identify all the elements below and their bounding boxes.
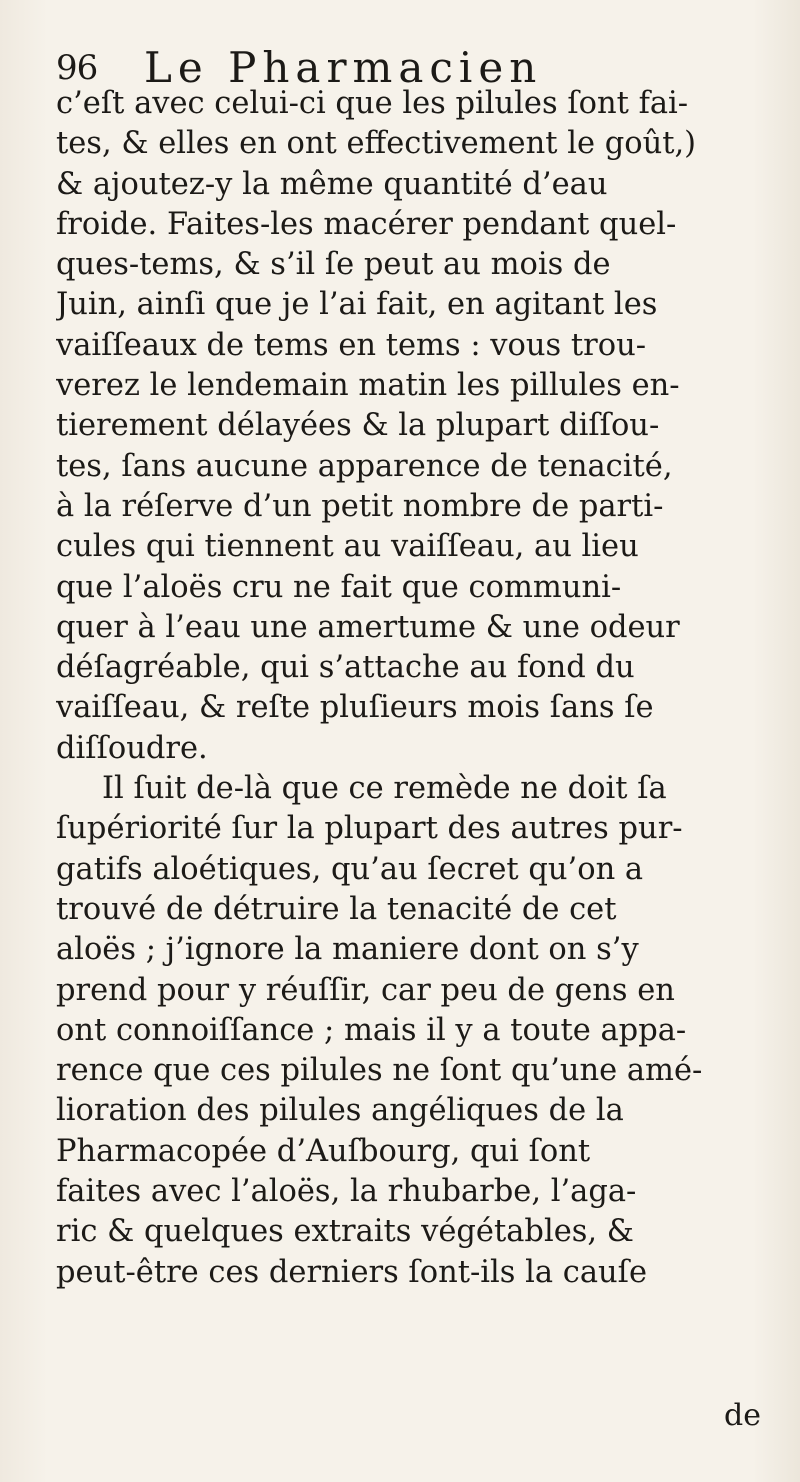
text-line: vaiſſeau, & reſte pluſieurs mois ſans ſe <box>56 690 654 726</box>
text-line: tes, & elles en ont effectivement le goût,) <box>56 126 697 162</box>
text-line: Il ſuit de-là que ce remède ne doit ſa <box>102 771 667 807</box>
text-line: Pharmacopée d’Auſbourg, qui ſont <box>56 1133 591 1169</box>
text-line: diſſoudre. <box>56 730 208 766</box>
text-line: cules qui tiennent au vaiſſeau, au lieu <box>56 529 639 565</box>
paragraph <box>56 84 768 769</box>
page-number: 96 <box>56 48 98 88</box>
text-line: peut-être ces derniers ſont-ils la cauſe <box>56 1254 648 1290</box>
text-line: tes, ſans aucune apparence de tenacité, <box>56 448 673 484</box>
text-line: ric & quelques extraits végétables, & <box>56 1214 634 1250</box>
text-line: faites avec l’aloës, la rhubarbe, l’aga- <box>56 1174 637 1210</box>
text-line: lioration des pilules angéliques de la <box>56 1093 624 1129</box>
text-line: ont connoiſſance ; mais il y a toute appa- <box>56 1012 687 1048</box>
body-text <box>56 84 768 1293</box>
text-line: froide. Faites-les macérer pendant quel- <box>56 206 677 242</box>
text-line: & ajoutez-y la même quantité d’eau <box>56 166 608 202</box>
text-line: trouvé de détruire la tenacité de cet <box>56 891 617 927</box>
text-line: aloës ; j’ignore la maniere dont on s’y <box>56 932 639 968</box>
text-line: verez le lendemain matin les pillules en- <box>56 368 680 404</box>
paragraph <box>56 769 768 1293</box>
text-line: à la réſerve d’un petit nombre de parti- <box>56 488 664 524</box>
text-line: ſupériorité ſur la plupart des autres pur- <box>56 811 683 847</box>
text-line: ques-tems, & s’il ſe peut au mois de <box>56 247 611 283</box>
text-line: rence que ces pilules ne ſont qu’une amé- <box>56 1053 703 1089</box>
text-line: déſagréable, qui s’attache au fond du <box>56 650 635 686</box>
text-line: prend pour y réuſſir, car peu de gens en <box>56 972 675 1008</box>
text-line: vaiſſeaux de tems en tems : vous trou- <box>56 327 647 363</box>
running-title: Le Pharmacien <box>144 43 543 92</box>
text-line: c’eſt avec celui-ci que les pilules ſont fai- <box>56 86 689 121</box>
text-line: tierement délayées & la plupart diſſou- <box>56 408 660 444</box>
catchword: de <box>724 1398 761 1433</box>
text-line: Juin, ainſi que je l’ai fait, en agitant les <box>56 287 658 323</box>
text-line: quer à l’eau une amertume & une odeur <box>56 609 680 645</box>
text-line: que l’aloës cru ne fait que communi- <box>56 569 622 605</box>
text-line: gatifs aloétiques, qu’au ſecret qu’on a <box>56 851 644 887</box>
